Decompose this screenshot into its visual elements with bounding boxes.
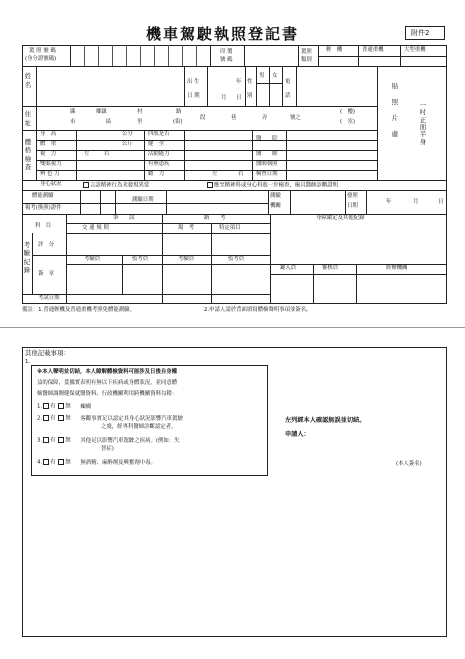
page-fold-line xyxy=(0,327,465,328)
col-divider xyxy=(80,190,81,214)
hearing-label: 聽 力 xyxy=(148,171,165,177)
id-cell-divider xyxy=(140,45,141,66)
no-label: 無 xyxy=(65,415,71,422)
issue-date-label-1: 發照 xyxy=(347,193,358,199)
row-divider xyxy=(36,170,377,171)
vision-right: 右 xyxy=(104,151,110,157)
col-divider xyxy=(244,45,245,66)
row-divider xyxy=(36,140,377,141)
mental-option-2-text: 應至精神科或身心科進一步檢查，檢具醫師診斷證明 xyxy=(214,182,338,189)
col-divider xyxy=(210,45,211,66)
row-divider xyxy=(22,190,447,191)
col-divider xyxy=(345,190,346,214)
col-divider xyxy=(366,190,367,214)
row-divider xyxy=(22,180,447,181)
addr-li: 里 xyxy=(137,119,143,125)
sex-label-2: 別 xyxy=(247,93,253,99)
birth-month: 月 xyxy=(221,95,227,101)
address-label: 住 址 xyxy=(24,110,32,127)
declaration-item-3-cont: 智症) xyxy=(101,446,114,452)
id-cell-divider xyxy=(84,45,85,66)
col-divider xyxy=(144,130,145,180)
specific-label: 特定項目 xyxy=(219,225,241,231)
exam-record-label: 考 驗 紀 錄 xyxy=(23,241,31,274)
col-divider xyxy=(36,130,37,180)
sex-male[interactable]: 男 xyxy=(259,73,265,79)
note-1: 備註：1.普通輕機及普通重機考照免體能測驗。 xyxy=(22,307,135,313)
mental-option-1-text: 言語精神行為未發現異常 xyxy=(90,182,150,189)
phone-label-2: 話 xyxy=(285,93,291,99)
height-unit: 公分 xyxy=(122,131,133,137)
traffic-rules-label: 交 通 規 則 xyxy=(82,225,109,231)
seal-label-1: 印 製 xyxy=(220,49,233,55)
auditor-label: 審核員 xyxy=(322,265,339,271)
addr-no: 號之 xyxy=(290,115,301,121)
col-divider xyxy=(166,190,167,214)
written-label: 筆 試 xyxy=(113,215,135,221)
birth-day: 日 xyxy=(236,95,242,101)
mobility-label: 活動能力 xyxy=(148,151,170,157)
written-examiner: 考驗員 xyxy=(84,256,101,262)
yes-checkbox[interactable] xyxy=(43,403,49,409)
written-supervisor: 監考員 xyxy=(132,256,149,262)
mock-exam-label: 報考(換照)證件 xyxy=(25,205,62,211)
color-vision-label: 辨 色 力 xyxy=(40,171,60,177)
addr-city: 市 xyxy=(70,119,76,125)
vision-left: 左 xyxy=(84,151,90,157)
item-text: 客觀事實足以認定其身心狀況影響汽車駕駛 xyxy=(80,415,183,422)
no-checkbox[interactable] xyxy=(58,403,64,409)
col-divider xyxy=(270,214,271,304)
doctor-label: 醫 師 xyxy=(256,151,278,157)
license-type-label-1: 駕照 xyxy=(301,49,312,55)
form-title: 機車駕駛執照登記書 xyxy=(146,25,300,43)
road-examiner: 考驗員 xyxy=(178,256,195,262)
col-divider xyxy=(313,264,314,304)
addr-lane: 巷 xyxy=(231,115,237,121)
col-divider xyxy=(76,130,77,180)
col-divider xyxy=(282,66,283,106)
mental-option-1[interactable] xyxy=(82,182,149,189)
col-divider xyxy=(66,214,67,304)
photo-label: 貼 照 片 處 xyxy=(391,82,399,138)
remarks-item-number: 1. xyxy=(25,359,31,365)
note-2: 2.申請人請於背面填寫體檢聲明事項並簽名。 xyxy=(204,307,312,313)
col-divider xyxy=(100,190,101,214)
subject-label: 科 目 xyxy=(35,223,52,229)
item-number: 4. xyxy=(37,459,43,466)
row-divider xyxy=(22,66,447,67)
col-divider xyxy=(400,45,401,66)
no-checkbox[interactable] xyxy=(58,437,64,443)
birth-year: 年 xyxy=(236,79,242,85)
disability-label: 身障鑑定及其他紀錄 xyxy=(316,215,365,221)
id-cell-divider xyxy=(112,45,113,66)
id-cell-divider xyxy=(168,45,169,66)
addr-town: 鄉鎮 xyxy=(96,109,107,115)
declaration-item-2 xyxy=(37,415,183,422)
addr-village: 村 xyxy=(137,109,143,115)
checkbox[interactable] xyxy=(83,182,89,188)
hearing-left: 左 xyxy=(212,171,218,177)
col-divider xyxy=(122,255,123,294)
issue-year: 年 xyxy=(386,199,392,205)
declaration-line-2: 益的保障，爰據實表明有無以下疾病或身體狀況，並同意體 xyxy=(37,380,178,386)
id-cell-divider xyxy=(98,45,99,66)
id-cell-divider xyxy=(126,45,127,66)
sign-statement: 左列經本人確認無誤並切結。 xyxy=(285,417,366,424)
item-text: 無酒精、麻醉劑及興奮劑中毒。 xyxy=(80,459,156,466)
col-divider xyxy=(296,66,297,106)
id-label-1: 駕 照 號 碼 xyxy=(29,48,56,54)
disease-label: 有無患疾 xyxy=(148,161,170,167)
fitness-date-label: 測驗日期 xyxy=(132,197,154,203)
signature-label: 簽 章 xyxy=(38,271,55,277)
addr-alley: 弄 xyxy=(262,115,268,121)
type-heavy: 大型重機 xyxy=(404,47,426,53)
row-divider xyxy=(270,274,447,275)
doctor-license-label: 醫師執照 xyxy=(256,161,278,167)
exam-date-label: 檢查日期 xyxy=(256,171,278,177)
col-divider xyxy=(268,190,269,214)
hearing-right: 右 xyxy=(238,171,244,177)
id-cell-divider xyxy=(182,45,183,66)
id-cell-divider xyxy=(154,45,155,66)
id-cell-divider xyxy=(196,45,197,66)
no-label: 無 xyxy=(65,403,71,410)
item-number: 3. xyxy=(37,437,43,444)
row-divider xyxy=(270,264,447,265)
row-divider xyxy=(36,160,377,161)
col-divider xyxy=(184,66,185,106)
col-divider xyxy=(356,264,357,304)
addr-floor: ( 樓) xyxy=(340,109,355,115)
yes-checkbox[interactable] xyxy=(43,415,49,421)
hospital-label: 醫 院 xyxy=(256,136,278,142)
no-checkbox[interactable] xyxy=(58,415,64,421)
road-label: 路 考 xyxy=(204,215,226,221)
main-table xyxy=(22,45,447,304)
col-divider xyxy=(290,190,291,214)
mental-label: 身心狀況 xyxy=(40,181,62,187)
applicant-label: 申請人： xyxy=(285,431,310,438)
score-label: 評 分 xyxy=(38,242,55,248)
declaration-line-1: ※本人聲明並切結，本人瞭解體檢資料可能涉及日後自身權 xyxy=(37,369,178,375)
checkbox[interactable] xyxy=(207,182,213,188)
col-divider xyxy=(358,45,359,66)
yes-checkbox[interactable] xyxy=(43,437,49,443)
photo-divider xyxy=(377,66,378,180)
addr-road: 路 xyxy=(176,109,182,115)
yes-label: 有 xyxy=(50,437,56,444)
item-number: 1. xyxy=(37,403,43,410)
col-divider xyxy=(207,66,208,106)
addr-district: 區 xyxy=(106,119,112,125)
col-divider xyxy=(245,66,246,106)
col-divider xyxy=(162,214,163,304)
attachment-box xyxy=(405,26,445,40)
yes-checkbox[interactable] xyxy=(43,459,49,465)
yes-label: 有 xyxy=(50,459,56,466)
col-divider xyxy=(256,66,257,106)
no-checkbox[interactable] xyxy=(58,459,64,465)
declaration-item-2-cont: 之虞，經專科醫師診斷認定者。 xyxy=(101,424,177,430)
sign-note: (本人簽名) xyxy=(396,461,422,467)
field-exam-label: 場 考 xyxy=(178,225,195,231)
limbs-label: 四肢是否 xyxy=(148,131,170,137)
name-label: 姓 名 xyxy=(24,72,32,89)
col-divider xyxy=(252,130,253,180)
col-divider xyxy=(298,45,299,66)
addr-street: (街) xyxy=(173,119,183,125)
fitness-test-label: 體能測驗 xyxy=(32,193,54,199)
row-divider xyxy=(66,233,270,234)
col-divider xyxy=(286,130,287,180)
no-label: 無 xyxy=(65,437,71,444)
remarks-title: 其他記載事項： xyxy=(25,349,70,357)
item-text: 其他足以影響汽車駕駛之疾病。(例如：失 xyxy=(80,437,180,444)
declaration-item-4 xyxy=(37,459,156,466)
fitness-org-label-1: 測驗 xyxy=(270,193,281,199)
addr-county: 縣 xyxy=(70,109,76,115)
row-divider xyxy=(66,264,270,265)
vision-label: 視 力 xyxy=(40,151,57,157)
addr-section: 段 xyxy=(200,115,206,121)
issue-day: 日 xyxy=(438,199,444,205)
declaration-item-3 xyxy=(37,437,180,444)
phone-label-1: 電 xyxy=(285,79,291,85)
issue-month: 月 xyxy=(413,199,419,205)
col-divider xyxy=(32,233,33,294)
stereo-vision-label: 雙眼視力 xyxy=(40,161,62,167)
yes-label: 有 xyxy=(50,415,56,422)
birth-label-1: 出 生 xyxy=(187,79,200,85)
limbs-label-2: 健 全 xyxy=(148,141,165,147)
handler-label: 經辦機關 xyxy=(386,265,408,271)
sex-label-1: 性 xyxy=(247,79,253,85)
exam-date-row-label: 考試日期 xyxy=(38,295,60,301)
license-type-label-2: 類別 xyxy=(301,57,312,63)
road-supervisor: 監考員 xyxy=(228,256,245,262)
photo-note: 一 吋 正 面 半 身 xyxy=(419,101,427,146)
row-divider xyxy=(66,223,270,224)
weight-unit: 公斤 xyxy=(122,141,133,147)
col-divider xyxy=(184,130,185,180)
addr-room: ( 室) xyxy=(340,119,355,125)
col-divider xyxy=(36,66,37,130)
type-light: 輕 機 xyxy=(326,47,343,53)
item-number: 2. xyxy=(37,415,43,422)
sex-female[interactable]: 女 xyxy=(272,73,278,79)
attachment-label: 附件2 xyxy=(411,29,430,37)
type-normal: 普通重機 xyxy=(362,47,384,53)
no-label: 無 xyxy=(65,459,71,466)
fitness-org-label-2: 機關 xyxy=(270,203,281,209)
seal-label-2: 號 碼 xyxy=(220,57,233,63)
birth-label-2: 日 期 xyxy=(187,93,200,99)
col-divider xyxy=(115,190,116,214)
issue-date-label-2: 日期 xyxy=(347,203,358,209)
mental-option-2[interactable] xyxy=(206,182,338,189)
id-label-2: (身分證號碼) xyxy=(25,56,57,62)
physical-label: 體 格 檢 查 xyxy=(24,138,32,171)
key-in-label: 鍵入員 xyxy=(280,265,297,271)
col-divider xyxy=(70,45,71,66)
row-divider xyxy=(318,56,447,57)
declaration-item-1 xyxy=(37,403,91,410)
row-divider xyxy=(22,214,447,215)
item-text: 癲癇 xyxy=(80,403,92,410)
height-label: 身 高 xyxy=(40,131,57,137)
row-divider xyxy=(22,106,377,107)
col-divider xyxy=(269,66,270,106)
weight-label: 體 重 xyxy=(40,141,57,147)
yes-label: 有 xyxy=(50,403,56,410)
declaration-line-3: 檢醫師調閱健保就醫資料、行政機關利用跨機關資料勾稽： xyxy=(37,391,178,397)
